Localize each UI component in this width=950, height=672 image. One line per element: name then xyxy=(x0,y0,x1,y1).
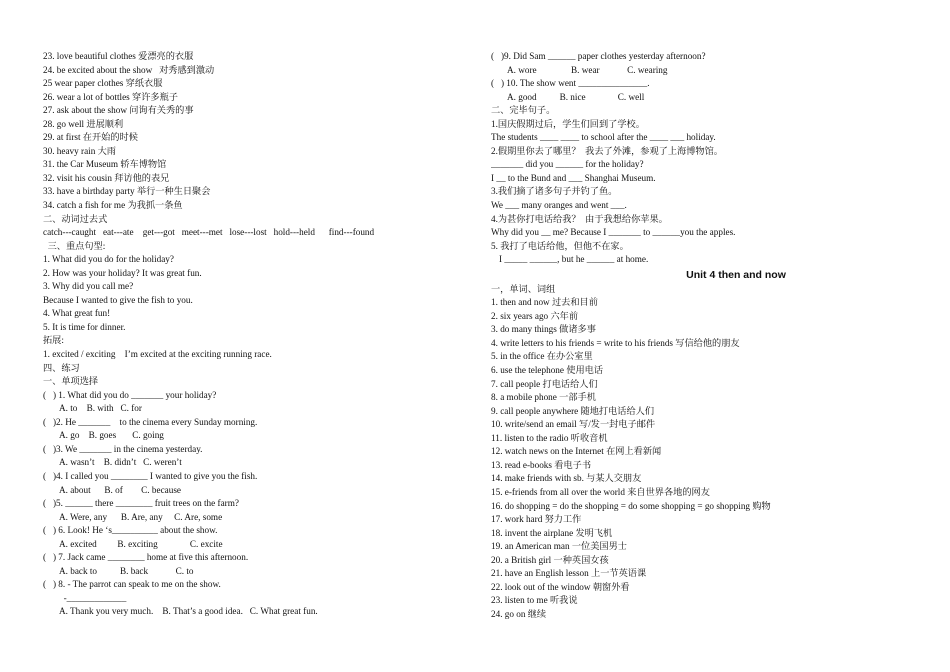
text-line: ( ) 8. - The parrot can speak to me on the show. xyxy=(43,579,221,590)
text-line: 拓展: xyxy=(43,335,64,346)
text-line: 5. in the office 在办公室里 xyxy=(491,351,593,362)
unit-title: Unit 4 then and now xyxy=(686,268,786,281)
text-line: 15. e-friends from all over the world 来自世界各地的网友 xyxy=(491,486,710,497)
text-line: Because I wanted to give the fish to you. xyxy=(43,294,193,305)
text-line: A. excited B. exciting C. excite xyxy=(59,538,223,549)
text-line: A. wasn’t B. didn’t C. weren’t xyxy=(59,457,182,468)
text-line: 18. invent the airplane 发明飞机 xyxy=(491,527,613,538)
text-line: 24. go on 继续 xyxy=(491,608,547,619)
text-line: 25 wear paper clothes 穿纸衣服 xyxy=(43,78,163,89)
text-line: A. to B. with C. for xyxy=(59,403,142,414)
text-line: 9. call people anywhere 随地打电话给人们 xyxy=(491,405,655,416)
text-line: 4.为甚你打电话给我？ 由于我想给你苹果。 xyxy=(491,213,668,224)
text-line: 3.我们摘了诸多句子并钓了鱼。 xyxy=(491,186,618,197)
text-line: ( )9. Did Sam ______ paper clothes yesterday afternoon? xyxy=(491,51,706,61)
text-line: A. back to B. back C. to xyxy=(59,565,194,576)
text-line: 1. then and now 过去和目前 xyxy=(491,297,598,308)
text-line: 四、练习 xyxy=(43,362,80,373)
text-line: -_____________ xyxy=(59,592,127,603)
text-line: catch---caught eat---ate get---got meet---met lose---lost hold---held find---found xyxy=(43,227,375,238)
text-line: 24. be excited about the show 对秀感到激动 xyxy=(43,64,215,75)
text-line: 29. at first 在开始的时候 xyxy=(43,132,138,143)
text-line: 1. What did you do for the holiday? xyxy=(43,254,174,265)
text-line: ( ) 10. The show went _______________. xyxy=(491,78,650,89)
text-line: A. Were, any B. Are, any C. Are, some xyxy=(59,511,223,522)
text-line: 22. look out of the window 朝窗外看 xyxy=(491,581,630,592)
text-line: 一，单词、词组 xyxy=(491,283,556,294)
text-line: 3. Why did you call me? xyxy=(43,281,134,292)
text-line: 一、单项选择 xyxy=(43,376,99,387)
text-line: 23. love beautiful clothes 爱漂亮的衣服 xyxy=(43,51,194,61)
text-line: 21. have an English lesson 上一节英语课 xyxy=(491,568,647,579)
text-line: A. go B. goes C. going xyxy=(59,430,164,441)
text-line: The students ____ ____ to school after the ____ ___ holiday. xyxy=(491,132,716,143)
text-line: 17. work hard 努力工作 xyxy=(491,514,582,525)
text-line: 4. What great fun! xyxy=(43,308,111,319)
text-line: ( )2. He _______ to the cinema every Sunday morning. xyxy=(43,416,258,427)
text-line: 19. an American man 一位美国男士 xyxy=(491,541,627,552)
left-column xyxy=(43,50,473,619)
text-line: 31. the Car Museum 轿车博物馆 xyxy=(43,159,167,170)
text-line: 16. do shopping = do the shopping = do some shopping = go shopping 购物 xyxy=(491,500,771,511)
text-line: ( )5. ______ there ________ fruit trees on the farm? xyxy=(43,498,239,509)
text-line: ( )4. I called you ________ I wanted to give you the fish. xyxy=(43,470,258,481)
text-line: 5. 我打了电话给他，但他不在家。 xyxy=(491,240,629,251)
text-line: 4. write letters to his friends = write to his friends 写信给他的朋友 xyxy=(491,337,740,348)
text-line: 1. excited / exciting I’m excited at the exciting running race. xyxy=(43,349,272,360)
text-line: 5. It is time for dinner. xyxy=(43,321,126,332)
text-line: 20. a British girl 一种英国女孩 xyxy=(491,554,609,565)
text-line: 26. wear a lot of bottles 穿许多瓶子 xyxy=(43,91,178,102)
text-line: 1.国庆假期过后，学生们回到了学校。 xyxy=(491,118,645,129)
text-line: ( )3. We _______ in the cinema yesterday. xyxy=(43,443,203,454)
text-line: ( ) 7. Jack came ________ home at five this afternoon. xyxy=(43,552,249,563)
text-line: Why did you __ me? Because I _______ to ______you the apples. xyxy=(491,227,736,238)
text-line: 32. visit his cousin 拜访他的表兄 xyxy=(43,172,170,183)
text-line: 34. catch a fish for me 为我抓一条鱼 xyxy=(43,200,183,211)
text-line: 6. use the telephone 使用电话 xyxy=(491,365,604,376)
text-line: ( ) 6. Look! He ‘s__________ about the show. xyxy=(43,525,218,536)
text-line: I __ to the Bund and ___ Shanghai Museum. xyxy=(491,172,656,183)
text-line: 二、完毕句子。 xyxy=(491,105,556,116)
text-line: I _____ ______, but he ______ at home. xyxy=(499,254,649,265)
text-line: 11. listen to the radio 听收音机 xyxy=(491,432,608,443)
text-line: 14. make friends with sb. 与某人交朋友 xyxy=(491,473,642,484)
text-line: A. Thank you very much. B. That’s a good idea. C. What great fun. xyxy=(59,606,318,617)
text-line: 8. a mobile phone 一部手机 xyxy=(491,392,596,403)
text-line: 2. six years ago 六年前 xyxy=(491,310,579,321)
text-line: _______ did you ______ for the holiday? xyxy=(491,159,644,170)
text-line: A. wore B. wear C. wearing xyxy=(507,64,668,75)
text-line: 27. ask about the show 问询有关秀的事 xyxy=(43,105,194,116)
text-line: 7. call people 打电话给人们 xyxy=(491,378,598,389)
text-line: 2.假期里你去了哪里？ 我去了外滩，参观了上海博物馆。 xyxy=(491,145,723,156)
text-line: 二、动词过去式 xyxy=(43,213,108,224)
text-line: We ___ many oranges and went ___. xyxy=(491,200,627,211)
text-line: 30. heavy rain 大雨 xyxy=(43,145,116,156)
text-line: 12. watch news on the Internet 在网上看新闻 xyxy=(491,446,662,457)
text-line: 13. read e-books 看电子书 xyxy=(491,459,592,470)
text-line: 3. do many things 做诸多事 xyxy=(491,324,596,335)
text-line: 2. How was your holiday? It was great fun. xyxy=(43,267,202,278)
right-column xyxy=(491,50,911,621)
text-line: 23. listen to me 听我说 xyxy=(491,595,578,606)
text-line: ( ) 1. What did you do _______ your holiday? xyxy=(43,389,217,400)
text-line: 33. have a birthday party 举行一种生日聚会 xyxy=(43,186,211,197)
text-line: A. about B. of C. because xyxy=(59,484,181,495)
text-line: A. good B. nice C. well xyxy=(507,91,645,102)
text-line: 28. go well 进展顺利 xyxy=(43,118,124,129)
text-line: 三、重点句型: xyxy=(43,240,106,251)
text-line: 10. write/send an email 写/发一封电子邮件 xyxy=(491,419,656,430)
